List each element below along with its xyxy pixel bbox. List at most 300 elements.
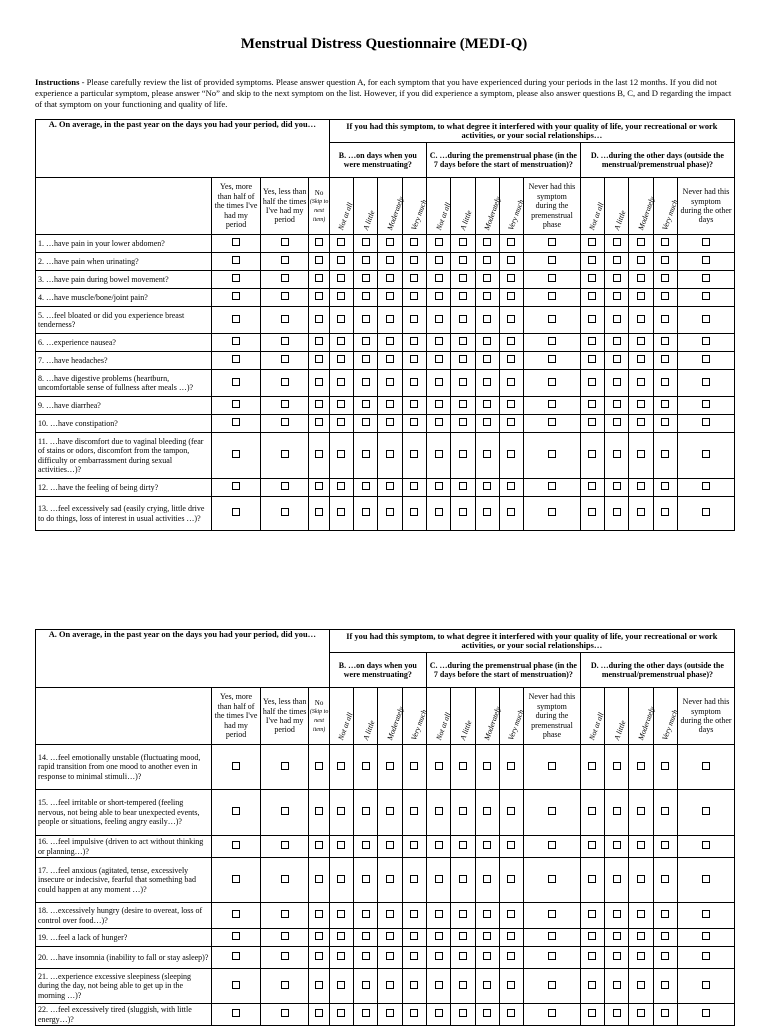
answer-checkbox[interactable]: [548, 508, 556, 516]
answer-checkbox[interactable]: [702, 910, 710, 918]
answer-checkbox[interactable]: [232, 482, 240, 490]
answer-checkbox[interactable]: [281, 841, 289, 849]
answer-checkbox[interactable]: [637, 981, 645, 989]
answer-checkbox[interactable]: [702, 807, 710, 815]
answer-checkbox[interactable]: [410, 875, 418, 883]
answer-checkbox[interactable]: [548, 337, 556, 345]
answer-checkbox[interactable]: [613, 910, 621, 918]
answer-checkbox[interactable]: [459, 378, 467, 386]
answer-checkbox[interactable]: [588, 315, 596, 323]
answer-checkbox[interactable]: [435, 508, 443, 516]
answer-checkbox[interactable]: [362, 238, 370, 246]
answer-checkbox[interactable]: [637, 400, 645, 408]
answer-checkbox[interactable]: [483, 315, 491, 323]
answer-checkbox[interactable]: [507, 355, 515, 363]
answer-checkbox[interactable]: [483, 450, 491, 458]
answer-checkbox[interactable]: [459, 450, 467, 458]
answer-checkbox[interactable]: [661, 292, 669, 300]
answer-checkbox[interactable]: [281, 762, 289, 770]
answer-checkbox[interactable]: [337, 337, 345, 345]
answer-checkbox[interactable]: [702, 762, 710, 770]
answer-checkbox[interactable]: [483, 952, 491, 960]
answer-checkbox[interactable]: [483, 400, 491, 408]
answer-checkbox[interactable]: [435, 482, 443, 490]
answer-checkbox[interactable]: [661, 450, 669, 458]
answer-checkbox[interactable]: [702, 315, 710, 323]
answer-checkbox[interactable]: [507, 841, 515, 849]
answer-checkbox[interactable]: [435, 238, 443, 246]
answer-checkbox[interactable]: [661, 418, 669, 426]
answer-checkbox[interactable]: [337, 762, 345, 770]
answer-checkbox[interactable]: [548, 841, 556, 849]
answer-checkbox[interactable]: [410, 910, 418, 918]
answer-checkbox[interactable]: [362, 256, 370, 264]
answer-checkbox[interactable]: [337, 256, 345, 264]
answer-checkbox[interactable]: [337, 981, 345, 989]
answer-checkbox[interactable]: [232, 400, 240, 408]
answer-checkbox[interactable]: [232, 952, 240, 960]
answer-checkbox[interactable]: [507, 807, 515, 815]
answer-checkbox[interactable]: [315, 315, 323, 323]
answer-checkbox[interactable]: [613, 1009, 621, 1017]
answer-checkbox[interactable]: [386, 762, 394, 770]
answer-checkbox[interactable]: [588, 875, 596, 883]
answer-checkbox[interactable]: [702, 274, 710, 282]
answer-checkbox[interactable]: [315, 274, 323, 282]
answer-checkbox[interactable]: [613, 807, 621, 815]
answer-checkbox[interactable]: [281, 910, 289, 918]
answer-checkbox[interactable]: [410, 482, 418, 490]
answer-checkbox[interactable]: [702, 378, 710, 386]
answer-checkbox[interactable]: [507, 1009, 515, 1017]
answer-checkbox[interactable]: [483, 932, 491, 940]
answer-checkbox[interactable]: [281, 1009, 289, 1017]
answer-checkbox[interactable]: [337, 450, 345, 458]
answer-checkbox[interactable]: [613, 238, 621, 246]
answer-checkbox[interactable]: [613, 315, 621, 323]
answer-checkbox[interactable]: [337, 400, 345, 408]
answer-checkbox[interactable]: [613, 841, 621, 849]
answer-checkbox[interactable]: [386, 807, 394, 815]
answer-checkbox[interactable]: [435, 378, 443, 386]
answer-checkbox[interactable]: [337, 274, 345, 282]
answer-checkbox[interactable]: [613, 337, 621, 345]
answer-checkbox[interactable]: [702, 418, 710, 426]
answer-checkbox[interactable]: [232, 355, 240, 363]
answer-checkbox[interactable]: [435, 256, 443, 264]
answer-checkbox[interactable]: [702, 1009, 710, 1017]
answer-checkbox[interactable]: [588, 418, 596, 426]
answer-checkbox[interactable]: [315, 932, 323, 940]
answer-checkbox[interactable]: [386, 315, 394, 323]
answer-checkbox[interactable]: [548, 238, 556, 246]
answer-checkbox[interactable]: [702, 508, 710, 516]
answer-checkbox[interactable]: [613, 508, 621, 516]
answer-checkbox[interactable]: [281, 355, 289, 363]
answer-checkbox[interactable]: [637, 762, 645, 770]
answer-checkbox[interactable]: [362, 508, 370, 516]
answer-checkbox[interactable]: [483, 292, 491, 300]
answer-checkbox[interactable]: [588, 508, 596, 516]
answer-checkbox[interactable]: [637, 910, 645, 918]
answer-checkbox[interactable]: [459, 274, 467, 282]
answer-checkbox[interactable]: [507, 910, 515, 918]
answer-checkbox[interactable]: [483, 875, 491, 883]
answer-checkbox[interactable]: [637, 952, 645, 960]
answer-checkbox[interactable]: [459, 762, 467, 770]
answer-checkbox[interactable]: [410, 952, 418, 960]
answer-checkbox[interactable]: [507, 952, 515, 960]
answer-checkbox[interactable]: [386, 508, 394, 516]
answer-checkbox[interactable]: [637, 256, 645, 264]
answer-checkbox[interactable]: [702, 952, 710, 960]
answer-checkbox[interactable]: [613, 932, 621, 940]
answer-checkbox[interactable]: [548, 1009, 556, 1017]
answer-checkbox[interactable]: [702, 841, 710, 849]
answer-checkbox[interactable]: [483, 910, 491, 918]
answer-checkbox[interactable]: [483, 482, 491, 490]
answer-checkbox[interactable]: [548, 256, 556, 264]
answer-checkbox[interactable]: [548, 981, 556, 989]
answer-checkbox[interactable]: [459, 292, 467, 300]
answer-checkbox[interactable]: [548, 378, 556, 386]
answer-checkbox[interactable]: [362, 762, 370, 770]
answer-checkbox[interactable]: [281, 315, 289, 323]
answer-checkbox[interactable]: [459, 256, 467, 264]
answer-checkbox[interactable]: [281, 981, 289, 989]
answer-checkbox[interactable]: [232, 292, 240, 300]
answer-checkbox[interactable]: [507, 508, 515, 516]
answer-checkbox[interactable]: [637, 1009, 645, 1017]
answer-checkbox[interactable]: [459, 910, 467, 918]
answer-checkbox[interactable]: [661, 238, 669, 246]
answer-checkbox[interactable]: [410, 418, 418, 426]
answer-checkbox[interactable]: [661, 378, 669, 386]
answer-checkbox[interactable]: [362, 932, 370, 940]
answer-checkbox[interactable]: [362, 952, 370, 960]
answer-checkbox[interactable]: [232, 841, 240, 849]
answer-checkbox[interactable]: [661, 932, 669, 940]
answer-checkbox[interactable]: [661, 807, 669, 815]
answer-checkbox[interactable]: [315, 450, 323, 458]
answer-checkbox[interactable]: [362, 315, 370, 323]
answer-checkbox[interactable]: [362, 337, 370, 345]
answer-checkbox[interactable]: [232, 238, 240, 246]
answer-checkbox[interactable]: [410, 508, 418, 516]
answer-checkbox[interactable]: [315, 807, 323, 815]
answer-checkbox[interactable]: [637, 418, 645, 426]
answer-checkbox[interactable]: [315, 981, 323, 989]
answer-checkbox[interactable]: [588, 762, 596, 770]
answer-checkbox[interactable]: [507, 378, 515, 386]
answer-checkbox[interactable]: [637, 337, 645, 345]
answer-checkbox[interactable]: [362, 450, 370, 458]
answer-checkbox[interactable]: [702, 292, 710, 300]
answer-checkbox[interactable]: [362, 875, 370, 883]
answer-checkbox[interactable]: [507, 400, 515, 408]
answer-checkbox[interactable]: [588, 238, 596, 246]
answer-checkbox[interactable]: [661, 315, 669, 323]
answer-checkbox[interactable]: [459, 355, 467, 363]
answer-checkbox[interactable]: [507, 875, 515, 883]
answer-checkbox[interactable]: [588, 981, 596, 989]
answer-checkbox[interactable]: [588, 274, 596, 282]
answer-checkbox[interactable]: [661, 910, 669, 918]
answer-checkbox[interactable]: [232, 508, 240, 516]
answer-checkbox[interactable]: [661, 981, 669, 989]
answer-checkbox[interactable]: [315, 238, 323, 246]
answer-checkbox[interactable]: [281, 418, 289, 426]
answer-checkbox[interactable]: [588, 482, 596, 490]
answer-checkbox[interactable]: [410, 256, 418, 264]
answer-checkbox[interactable]: [702, 981, 710, 989]
answer-checkbox[interactable]: [410, 355, 418, 363]
answer-checkbox[interactable]: [435, 1009, 443, 1017]
answer-checkbox[interactable]: [548, 450, 556, 458]
answer-checkbox[interactable]: [337, 841, 345, 849]
answer-checkbox[interactable]: [459, 315, 467, 323]
answer-checkbox[interactable]: [483, 981, 491, 989]
answer-checkbox[interactable]: [410, 841, 418, 849]
answer-checkbox[interactable]: [507, 482, 515, 490]
answer-checkbox[interactable]: [315, 875, 323, 883]
answer-checkbox[interactable]: [435, 315, 443, 323]
answer-checkbox[interactable]: [507, 238, 515, 246]
answer-checkbox[interactable]: [337, 952, 345, 960]
answer-checkbox[interactable]: [386, 841, 394, 849]
answer-checkbox[interactable]: [702, 355, 710, 363]
answer-checkbox[interactable]: [483, 807, 491, 815]
answer-checkbox[interactable]: [588, 337, 596, 345]
answer-checkbox[interactable]: [548, 952, 556, 960]
answer-checkbox[interactable]: [410, 1009, 418, 1017]
answer-checkbox[interactable]: [637, 274, 645, 282]
answer-checkbox[interactable]: [702, 238, 710, 246]
answer-checkbox[interactable]: [483, 841, 491, 849]
answer-checkbox[interactable]: [483, 508, 491, 516]
answer-checkbox[interactable]: [637, 482, 645, 490]
answer-checkbox[interactable]: [232, 932, 240, 940]
answer-checkbox[interactable]: [507, 450, 515, 458]
answer-checkbox[interactable]: [315, 400, 323, 408]
answer-checkbox[interactable]: [548, 910, 556, 918]
answer-checkbox[interactable]: [435, 910, 443, 918]
answer-checkbox[interactable]: [362, 292, 370, 300]
answer-checkbox[interactable]: [315, 482, 323, 490]
answer-checkbox[interactable]: [232, 910, 240, 918]
answer-checkbox[interactable]: [548, 355, 556, 363]
answer-checkbox[interactable]: [410, 450, 418, 458]
answer-checkbox[interactable]: [232, 981, 240, 989]
answer-checkbox[interactable]: [281, 807, 289, 815]
answer-checkbox[interactable]: [337, 292, 345, 300]
answer-checkbox[interactable]: [588, 1009, 596, 1017]
answer-checkbox[interactable]: [613, 418, 621, 426]
answer-checkbox[interactable]: [613, 875, 621, 883]
answer-checkbox[interactable]: [281, 378, 289, 386]
answer-checkbox[interactable]: [315, 762, 323, 770]
answer-checkbox[interactable]: [281, 508, 289, 516]
answer-checkbox[interactable]: [386, 1009, 394, 1017]
answer-checkbox[interactable]: [613, 355, 621, 363]
answer-checkbox[interactable]: [362, 378, 370, 386]
answer-checkbox[interactable]: [483, 378, 491, 386]
answer-checkbox[interactable]: [337, 508, 345, 516]
answer-checkbox[interactable]: [637, 841, 645, 849]
answer-checkbox[interactable]: [613, 256, 621, 264]
answer-checkbox[interactable]: [661, 1009, 669, 1017]
answer-checkbox[interactable]: [613, 482, 621, 490]
answer-checkbox[interactable]: [337, 315, 345, 323]
answer-checkbox[interactable]: [483, 1009, 491, 1017]
answer-checkbox[interactable]: [435, 807, 443, 815]
answer-checkbox[interactable]: [459, 981, 467, 989]
answer-checkbox[interactable]: [661, 337, 669, 345]
answer-checkbox[interactable]: [281, 450, 289, 458]
answer-checkbox[interactable]: [613, 450, 621, 458]
answer-checkbox[interactable]: [507, 274, 515, 282]
answer-checkbox[interactable]: [435, 952, 443, 960]
answer-checkbox[interactable]: [410, 981, 418, 989]
answer-checkbox[interactable]: [315, 910, 323, 918]
answer-checkbox[interactable]: [661, 400, 669, 408]
answer-checkbox[interactable]: [337, 238, 345, 246]
answer-checkbox[interactable]: [435, 355, 443, 363]
answer-checkbox[interactable]: [232, 315, 240, 323]
answer-checkbox[interactable]: [507, 762, 515, 770]
answer-checkbox[interactable]: [281, 292, 289, 300]
answer-checkbox[interactable]: [386, 337, 394, 345]
answer-checkbox[interactable]: [315, 1009, 323, 1017]
answer-checkbox[interactable]: [362, 807, 370, 815]
answer-checkbox[interactable]: [337, 1009, 345, 1017]
answer-checkbox[interactable]: [548, 418, 556, 426]
answer-checkbox[interactable]: [232, 875, 240, 883]
answer-checkbox[interactable]: [410, 400, 418, 408]
answer-checkbox[interactable]: [337, 932, 345, 940]
answer-checkbox[interactable]: [410, 274, 418, 282]
answer-checkbox[interactable]: [459, 508, 467, 516]
answer-checkbox[interactable]: [362, 981, 370, 989]
answer-checkbox[interactable]: [588, 807, 596, 815]
answer-checkbox[interactable]: [386, 256, 394, 264]
answer-checkbox[interactable]: [281, 952, 289, 960]
answer-checkbox[interactable]: [281, 932, 289, 940]
answer-checkbox[interactable]: [483, 256, 491, 264]
answer-checkbox[interactable]: [637, 355, 645, 363]
answer-checkbox[interactable]: [435, 292, 443, 300]
answer-checkbox[interactable]: [232, 807, 240, 815]
answer-checkbox[interactable]: [613, 952, 621, 960]
answer-checkbox[interactable]: [362, 910, 370, 918]
answer-checkbox[interactable]: [459, 238, 467, 246]
answer-checkbox[interactable]: [410, 315, 418, 323]
answer-checkbox[interactable]: [637, 292, 645, 300]
answer-checkbox[interactable]: [315, 292, 323, 300]
answer-checkbox[interactable]: [435, 400, 443, 408]
answer-checkbox[interactable]: [637, 932, 645, 940]
answer-checkbox[interactable]: [281, 337, 289, 345]
answer-checkbox[interactable]: [637, 508, 645, 516]
answer-checkbox[interactable]: [337, 355, 345, 363]
answer-checkbox[interactable]: [386, 418, 394, 426]
answer-checkbox[interactable]: [281, 238, 289, 246]
answer-checkbox[interactable]: [315, 378, 323, 386]
answer-checkbox[interactable]: [281, 274, 289, 282]
answer-checkbox[interactable]: [337, 910, 345, 918]
answer-checkbox[interactable]: [613, 274, 621, 282]
answer-checkbox[interactable]: [337, 807, 345, 815]
answer-checkbox[interactable]: [281, 256, 289, 264]
answer-checkbox[interactable]: [386, 932, 394, 940]
answer-checkbox[interactable]: [548, 292, 556, 300]
answer-checkbox[interactable]: [315, 256, 323, 264]
answer-checkbox[interactable]: [386, 274, 394, 282]
answer-checkbox[interactable]: [507, 315, 515, 323]
answer-checkbox[interactable]: [362, 400, 370, 408]
answer-checkbox[interactable]: [281, 482, 289, 490]
answer-checkbox[interactable]: [315, 952, 323, 960]
answer-checkbox[interactable]: [281, 400, 289, 408]
answer-checkbox[interactable]: [232, 256, 240, 264]
answer-checkbox[interactable]: [637, 807, 645, 815]
answer-checkbox[interactable]: [661, 256, 669, 264]
answer-checkbox[interactable]: [661, 274, 669, 282]
answer-checkbox[interactable]: [386, 482, 394, 490]
answer-checkbox[interactable]: [483, 274, 491, 282]
answer-checkbox[interactable]: [637, 238, 645, 246]
answer-checkbox[interactable]: [548, 807, 556, 815]
answer-checkbox[interactable]: [661, 355, 669, 363]
answer-checkbox[interactable]: [459, 932, 467, 940]
answer-checkbox[interactable]: [232, 337, 240, 345]
answer-checkbox[interactable]: [386, 238, 394, 246]
answer-checkbox[interactable]: [362, 1009, 370, 1017]
answer-checkbox[interactable]: [548, 762, 556, 770]
answer-checkbox[interactable]: [702, 337, 710, 345]
answer-checkbox[interactable]: [315, 355, 323, 363]
answer-checkbox[interactable]: [588, 932, 596, 940]
answer-checkbox[interactable]: [410, 762, 418, 770]
answer-checkbox[interactable]: [386, 400, 394, 408]
answer-checkbox[interactable]: [507, 932, 515, 940]
answer-checkbox[interactable]: [386, 952, 394, 960]
answer-checkbox[interactable]: [435, 762, 443, 770]
answer-checkbox[interactable]: [548, 482, 556, 490]
answer-checkbox[interactable]: [702, 875, 710, 883]
answer-checkbox[interactable]: [661, 875, 669, 883]
answer-checkbox[interactable]: [410, 378, 418, 386]
answer-checkbox[interactable]: [410, 807, 418, 815]
answer-checkbox[interactable]: [337, 875, 345, 883]
answer-checkbox[interactable]: [459, 337, 467, 345]
answer-checkbox[interactable]: [435, 337, 443, 345]
answer-checkbox[interactable]: [613, 981, 621, 989]
answer-checkbox[interactable]: [386, 875, 394, 883]
answer-checkbox[interactable]: [337, 482, 345, 490]
answer-checkbox[interactable]: [588, 292, 596, 300]
answer-checkbox[interactable]: [386, 981, 394, 989]
answer-checkbox[interactable]: [483, 355, 491, 363]
answer-checkbox[interactable]: [459, 875, 467, 883]
answer-checkbox[interactable]: [232, 762, 240, 770]
answer-checkbox[interactable]: [362, 841, 370, 849]
answer-checkbox[interactable]: [613, 292, 621, 300]
answer-checkbox[interactable]: [507, 292, 515, 300]
answer-checkbox[interactable]: [435, 841, 443, 849]
answer-checkbox[interactable]: [435, 981, 443, 989]
answer-checkbox[interactable]: [588, 256, 596, 264]
